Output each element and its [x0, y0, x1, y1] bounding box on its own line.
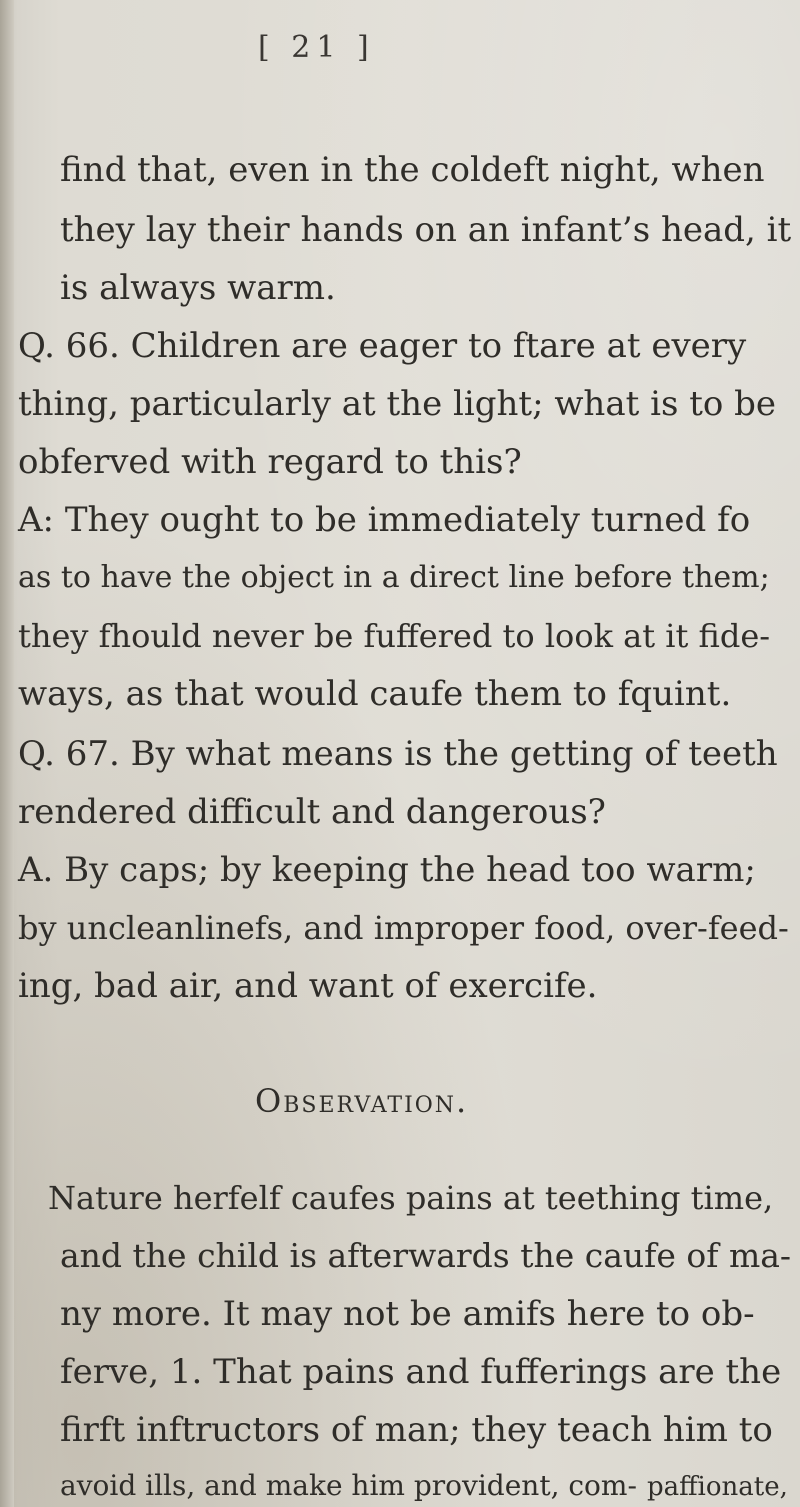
question-66-line: Q. 66. Children are eager to ftare at every [18, 326, 747, 366]
observation-line: avoid ills, and make him provident, com- paffionate, [60, 1469, 788, 1502]
page-number-header: [ 21 ] [258, 30, 375, 65]
text-line: thing, particularly at the light; what is to be [18, 384, 777, 424]
observation-line: firft inftructors of man; they teach him to [60, 1410, 773, 1450]
observation-line: Nature herfelf caufes pains at teething time, [48, 1179, 774, 1217]
text-line: they fhould never be fuffered to look at it fide- [18, 617, 771, 655]
text-line: rendered difficult and dangerous? [18, 792, 606, 832]
text-line: ing, bad air, and want of exercife. [18, 966, 598, 1006]
text-line: find that, even in the coldeft night, when [60, 150, 765, 190]
page-spine-shadow [0, 0, 14, 1507]
answer-66-line: A: They ought to be immediately turned fo [18, 500, 751, 540]
observation-line: ferve, 1. That pains and fufferings are the [60, 1352, 782, 1392]
observation-line: ny more. It may not be amifs here to ob- [60, 1294, 755, 1334]
text-line: is always warm. [60, 268, 336, 308]
text-line: ways, as that would caufe them to fquint. [18, 674, 732, 714]
text-line: obferved with regard to this? [18, 442, 522, 482]
answer-67-line: A. By caps; by keeping the head too warm; [18, 850, 756, 890]
observation-line: and the child is afterwards the caufe of ma- [60, 1236, 792, 1275]
question-67-line: Q. 67. By what means is the getting of teeth [18, 734, 778, 774]
text-line: they lay their hands on an infant’s head, it [60, 210, 792, 250]
observation-heading: Observation. [255, 1082, 469, 1120]
text-line: by uncleanlinefs, and improper food, over-feed- [18, 909, 789, 947]
text-line: as to have the object in a direct line before them; [18, 560, 770, 595]
catchword: paffionate, [646, 1472, 788, 1502]
